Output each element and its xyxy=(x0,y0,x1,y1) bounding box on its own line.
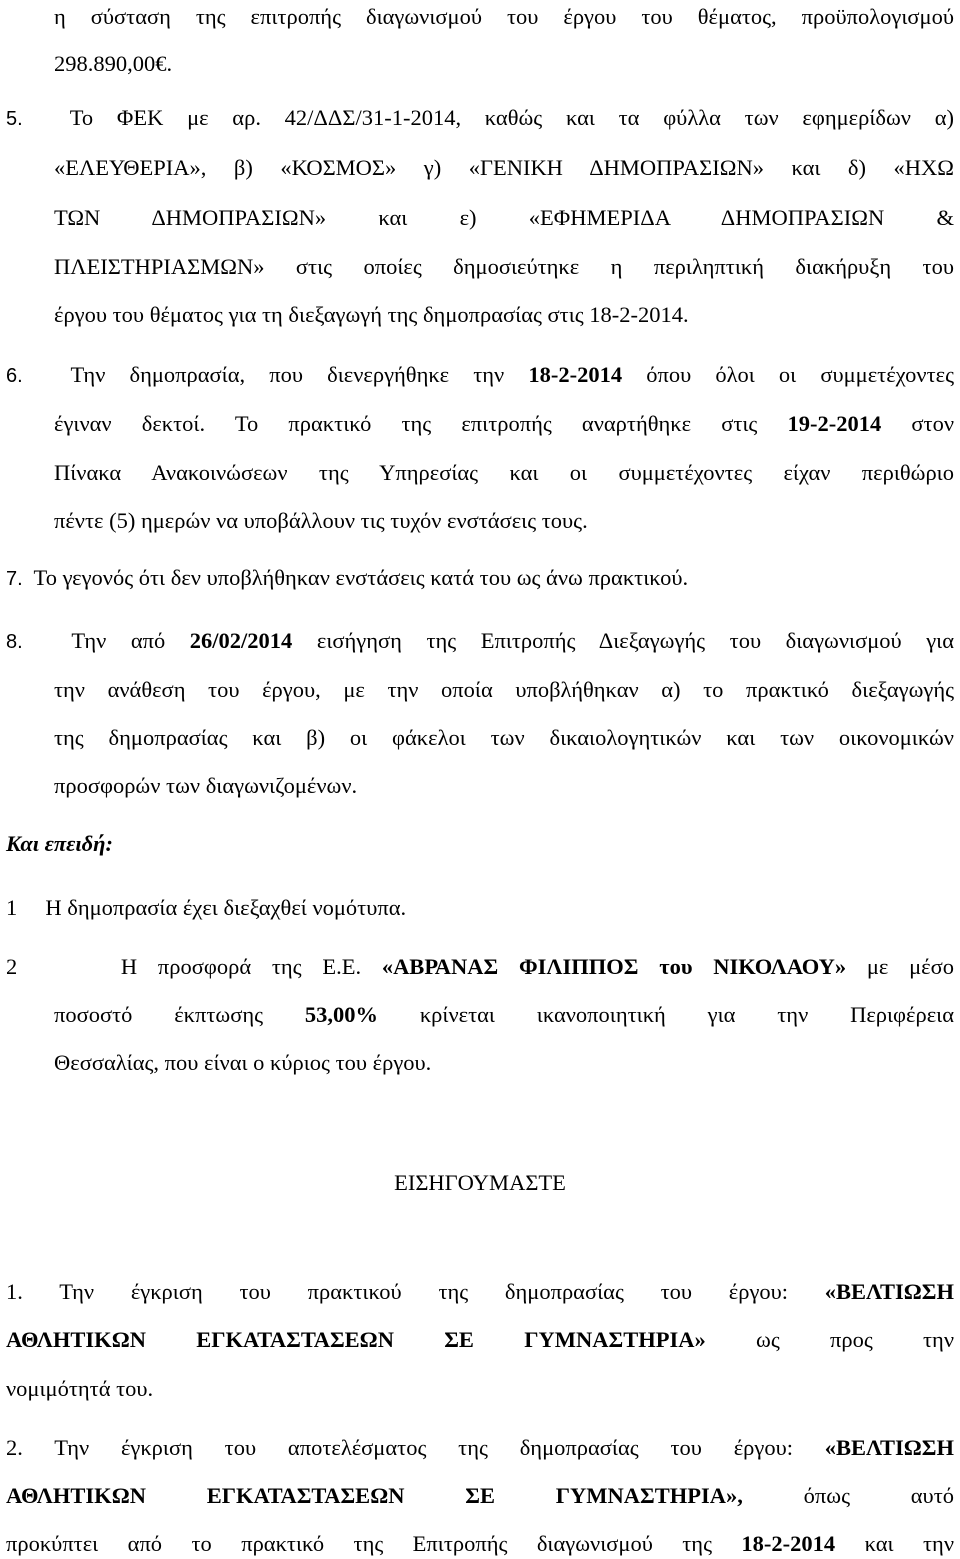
reason-1 xyxy=(6,893,406,923)
text-run: Το γεγονός ότι δεν υποβλήθηκαν ενστάσεις κατά του ως άνω πρακτικού. xyxy=(22,565,689,590)
item-8-line-2 xyxy=(54,675,954,705)
proposal-1-line-3 xyxy=(6,1374,153,1404)
text-run: «ΒΕΛΤΙΩΣΗ xyxy=(824,1279,954,1304)
item-6-line-2 xyxy=(54,409,954,439)
text-line-1 xyxy=(54,2,954,32)
item-5-line-4 xyxy=(54,252,954,282)
proposal-2-line-1 xyxy=(6,1433,954,1463)
text-run: 26/02/2014 xyxy=(189,628,293,653)
text-run: ΑΘΛΗΤΙΚΩΝ ΕΓΚΑΤΑΣΤΑΣΕΩΝ ΣΕ ΓΥΜΝΑΣΤΗΡΙΑ», xyxy=(6,1483,743,1508)
text-run: 5. xyxy=(6,108,23,130)
text-run: 19-2-2014 xyxy=(787,411,882,436)
text-run: «ΕΛΕΥΘΕΡΙΑ», β) «ΚΟΣΜΟΣ» γ) «ΓΕΝΙΚΗ ΔΗΜΟΠΡΑΣΙΩΝ» και δ) «ΗΧΩ xyxy=(54,155,954,180)
text-run: ΑΘΛΗΤΙΚΩΝ ΕΓΚΑΤΑΣΤΑΣΕΩΝ ΣΕ ΓΥΜΝΑΣΤΗΡΙΑ» xyxy=(6,1327,706,1352)
text-run: Την δημοπρασία, που διενεργήθηκε την xyxy=(22,362,529,387)
text-run: Πίνακα Ανακοινώσεων της Υπηρεσίας και οι συμμετέχοντες είχαν περιθώριο xyxy=(54,460,954,485)
text-run: «ΑΒΡΑΝΑΣ ΦΙΛΙΠΠΟΣ του ΝΙΚΟΛΑΟΥ» xyxy=(381,954,847,979)
text-run: έργου του θέματος για τη διεξαγωγή της δημοπρασίας στις 18-2-2014. xyxy=(54,302,689,327)
reason-2-line-1 xyxy=(6,952,954,982)
text-run: 7. xyxy=(6,568,23,590)
text-run: ως προς την xyxy=(705,1327,954,1352)
item-5-line-3 xyxy=(54,203,954,233)
text-run: στον xyxy=(881,411,954,436)
text-run: 298.890,00€. xyxy=(54,51,173,76)
text-run: 1 Η δημοπρασία έχει διεξαχθεί νομότυπα. xyxy=(6,895,407,920)
text-run: 2 Η προσφορά της Ε.Ε. xyxy=(6,954,382,979)
proposal-2-line-2 xyxy=(6,1481,954,1511)
item-6-line-1 xyxy=(6,360,954,391)
text-run: προσφορών των διαγωνιζομένων. xyxy=(54,773,358,798)
text-run: έγιναν δεκτοί. Το πρακτικό της επιτροπής αναρτήθηκε στις xyxy=(54,411,788,436)
proposal-2-line-3 xyxy=(6,1529,954,1559)
text-run: με μέσο xyxy=(846,954,954,979)
text-run: Το ΦΕΚ με αρ. 42/ΔΔΣ/31-1-2014, καθώς και τα φύλλα των εφημερίδων α) xyxy=(22,105,954,130)
text-run: 18-2-2014 xyxy=(741,1531,836,1556)
text-run: Και επειδή: xyxy=(6,831,113,856)
proposal-1-line-2 xyxy=(6,1325,954,1355)
proposal-heading xyxy=(0,1168,960,1198)
text-run: ΤΩΝ ΔΗΜΟΠΡΑΣΙΩΝ» και ε) «ΕΦΗΜΕΡΙΔΑ ΔΗΜΟΠΡΑΣΙΩΝ & xyxy=(54,205,954,230)
text-run: εισήγηση της Επιτροπής Διεξαγωγής του διαγωνισμού για xyxy=(292,628,954,653)
section-heading-kai-epeidi xyxy=(6,829,113,859)
text-run: η σύσταση της επιτροπής διαγωνισμού του έργου του θέματος, προϋπολογισμού xyxy=(54,4,954,29)
text-run: ποσοστό έκπτωσης xyxy=(54,1002,305,1027)
item-6-line-3 xyxy=(54,458,954,488)
text-run: 53,00% xyxy=(304,1002,378,1027)
text-run: 1. Την έγκριση του πρακτικού της δημοπρασίας του έργου: xyxy=(6,1279,825,1304)
item-8-line-1 xyxy=(6,626,954,657)
text-run: την ανάθεση του έργου, με την οποία υποβλήθηκαν α) το πρακτικό διεξαγωγής xyxy=(54,677,954,702)
proposal-1-line-1 xyxy=(6,1277,954,1307)
text-run: 18-2-2014 xyxy=(528,362,623,387)
text-run: 8. xyxy=(6,631,23,653)
text-run: όπως αυτό xyxy=(742,1483,954,1508)
text-run: κρίνεται ικανοποιητική για την Περιφέρεια xyxy=(378,1002,954,1027)
text-run: νομιμότητά του. xyxy=(6,1376,154,1401)
reason-2-line-3 xyxy=(54,1048,431,1078)
text-run: ΕΙΣΗΓΟΥΜΑΣΤΕ xyxy=(394,1170,566,1195)
text-run: 6. xyxy=(6,365,23,387)
item-7-line-1 xyxy=(6,563,688,594)
text-run: «ΒΕΛΤΙΩΣΗ xyxy=(824,1435,954,1460)
item-8-line-4 xyxy=(54,771,357,801)
item-5-line-2 xyxy=(54,153,954,183)
text-run: ΠΛΕΙΣΤΗΡΙΑΣΜΩΝ» στις οποίες δημοσιεύτηκε η περιληπτική διακήρυξη του xyxy=(54,254,954,279)
item-5-line-5 xyxy=(54,300,689,330)
text-run: προκύπτει από το πρακτικό της Επιτροπής διαγωνισμού της xyxy=(6,1531,742,1556)
text-run: πέντε (5) ημερών να υποβάλλουν τις τυχόν ενστάσεις τους. xyxy=(54,508,588,533)
text-run: όπου όλοι οι συμμετέχοντες xyxy=(622,362,954,387)
text-run: 2. Την έγκριση του αποτελέσματος της δημοπρασίας του έργου: xyxy=(6,1435,825,1460)
text-line-2 xyxy=(54,49,172,79)
item-8-line-3 xyxy=(54,723,954,753)
item-6-line-4 xyxy=(54,506,588,536)
reason-2-line-2 xyxy=(54,1000,954,1030)
text-run: Την από xyxy=(22,628,190,653)
text-run: της δημοπρασίας και β) οι φάκελοι των δικαιολογητικών και των οικονομικών xyxy=(54,725,954,750)
text-run: Θεσσαλίας, που είναι ο κύριος του έργου. xyxy=(54,1050,432,1075)
text-run: και την xyxy=(835,1531,954,1556)
item-5-line-1 xyxy=(6,103,954,134)
